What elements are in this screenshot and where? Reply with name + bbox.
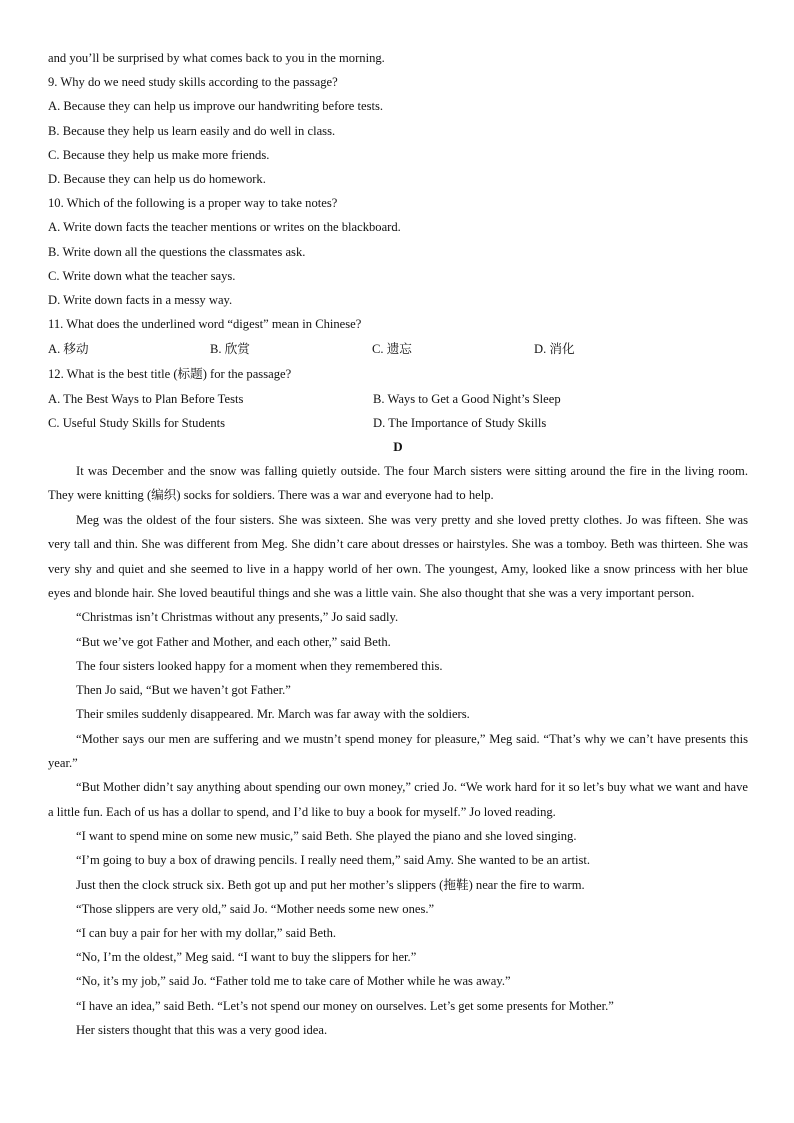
paragraph: “No, I’m the oldest,” Meg said. “I want to buy the slippers for her.” — [76, 950, 417, 965]
option-9a: A. Because they can help us improve our handwriting before tests. — [48, 99, 384, 114]
text-line: and you’ll be surprised by what comes back to you in the morning. — [48, 51, 385, 65]
option-12c: C. Useful Study Skills for Students — [48, 415, 226, 430]
paragraph: “I’m going to buy a box of drawing pencils. I really need them,” said Amy. She wanted to be an artist. — [76, 853, 590, 868]
question-11: 11. What does the underlined word “digest” mean in Chinese? — [48, 317, 362, 332]
option-11d: D. 消化 — [534, 342, 575, 357]
option-10b: B. Write down all the questions the classmates ask. — [48, 244, 306, 259]
paragraph: Just then the clock struck six. Beth got up and put her mother’s slippers (拖鞋) near the fire to warm. — [76, 877, 585, 892]
paragraph: Their smiles suddenly disappeared. Mr. March was far away with the soldiers. — [76, 707, 470, 722]
question-11-options — [48, 336, 748, 362]
paragraph: The four sisters looked happy for a moment when they remembered this. — [76, 658, 443, 673]
paragraph: “But Mother didn’t say anything about spending our own money,” cried Jo. “We work hard for it so let’s buy what we want and have a little fun. Each of us has a dollar to spend, and I’d like to buy a book for myself.” Jo loved reading. — [48, 780, 748, 819]
question-12-options-row-1 — [48, 387, 748, 411]
paragraph: “Those slippers are very old,” said Jo. “Mother needs some new ones.” — [76, 901, 435, 916]
paragraph: Her sisters thought that this was a very good idea. — [76, 1022, 328, 1037]
option-9b: B. Because they help us learn easily and do well in class. — [48, 123, 336, 138]
question-12-options-row-2 — [48, 411, 748, 435]
option-10a: A. Write down facts the teacher mentions or writes on the blackboard. — [48, 220, 401, 235]
option-11b: B. 欣赏 — [210, 342, 250, 357]
document-page — [48, 46, 748, 1042]
option-11c: C. 遗忘 — [372, 342, 412, 357]
option-11a: A. 移动 — [48, 342, 89, 357]
paragraph: “I can buy a pair for her with my dollar,” said Beth. — [76, 925, 337, 940]
option-10d: D. Write down facts in a messy way. — [48, 293, 233, 308]
option-9c: C. Because they help us make more friends. — [48, 147, 270, 162]
option-12b: B. Ways to Get a Good Night’s Sleep — [373, 391, 561, 406]
section-heading: D — [393, 439, 403, 455]
paragraph: “But we’ve got Father and Mother, and each other,” said Beth. — [76, 634, 391, 649]
option-10c: C. Write down what the teacher says. — [48, 268, 236, 283]
option-12d: D. The Importance of Study Skills — [373, 415, 547, 430]
option-12a: A. The Best Ways to Plan Before Tests — [48, 391, 244, 406]
paragraph: “I have an idea,” said Beth. “Let’s not spend our money on ourselves. Let’s get some presents for Mother.” — [76, 998, 614, 1013]
question-12: 12. What is the best title (标题) for the passage? — [48, 367, 292, 382]
paragraph: “Christmas isn’t Christmas without any presents,” Jo said sadly. — [76, 610, 399, 625]
paragraph: “Mother says our men are suffering and we mustn’t spend money for pleasure,” Meg said. “That’s why we can’t have presents this year.” — [48, 731, 748, 770]
paragraph: “I want to spend mine on some new music,” said Beth. She played the piano and she loved singing. — [76, 829, 577, 844]
option-9d: D. Because they can help us do homework. — [48, 172, 266, 187]
paragraph: Then Jo said, “But we haven’t got Father.” — [76, 683, 291, 698]
paragraph: Meg was the oldest of the four sisters. She was sixteen. She was very pretty and she loved pretty clothes. Jo was fifteen. She was very tall and thin. She was different from Meg. She didn’t care about dresses or hairstyles. She was a tomboy. Beth was thirteen. She was very shy and quiet and she seemed to live in a happy world of her own. The youngest, Amy, looked like a snow princess with her blue eyes and blonde hair. She loved beautiful things and she was a little vain. She also thought that she was a very important person. — [48, 512, 748, 601]
question-10: 10. Which of the following is a proper way to take notes? — [48, 196, 338, 211]
paragraph: It was December and the snow was falling quietly outside. The four March sisters were sitting around the fire in the living room. They were knitting (编织) socks for soldiers. There was a war and everyone had to help. — [48, 464, 748, 503]
paragraph: “No, it’s my job,” said Jo. “Father told me to take care of Mother while he was away.” — [76, 974, 511, 989]
question-9: 9. Why do we need study skills according to the passage? — [48, 75, 338, 90]
